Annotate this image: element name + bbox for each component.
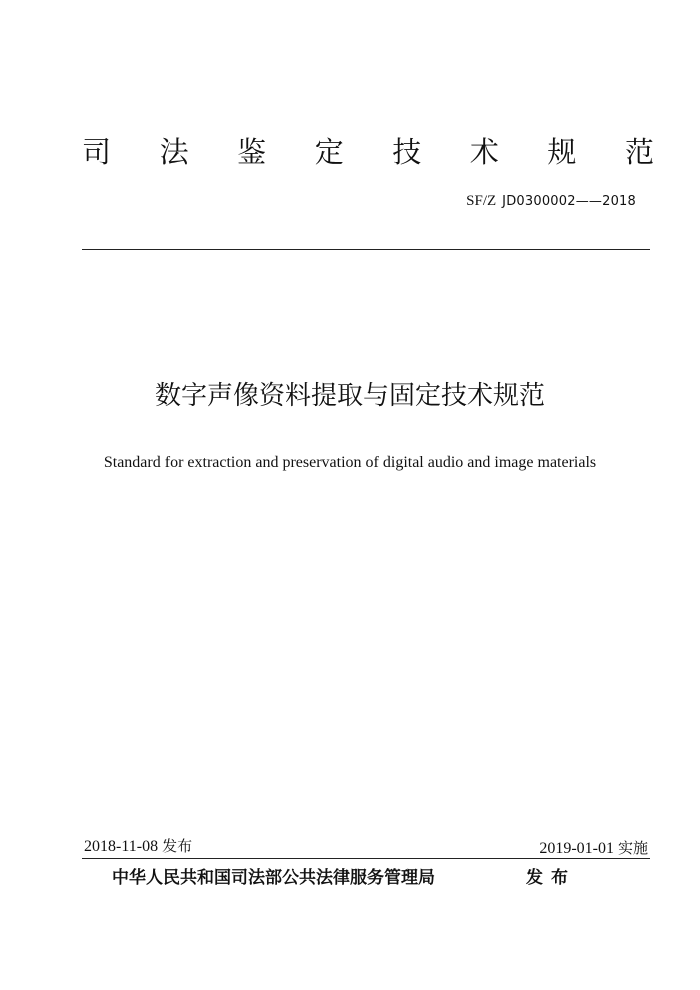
- series-title-char: 术: [469, 135, 499, 169]
- series-title-char: 技: [392, 135, 422, 169]
- footer-divider: [82, 858, 650, 859]
- document-title-english: Standard for extraction and preservation of digital audio and image materials: [103, 454, 597, 471]
- series-title-char: 法: [159, 135, 189, 169]
- series-title-char: 鉴: [237, 135, 267, 169]
- issuing-action: 发布: [526, 868, 576, 888]
- standard-code-number: JD0300002——2018: [502, 194, 636, 209]
- publish-date-label: 发布: [162, 837, 193, 855]
- implement-date-label: 实施: [617, 839, 648, 857]
- implement-date: [539, 838, 648, 859]
- issuing-authority: 中华人民共和国司法部公共法律服务管理局: [112, 868, 435, 888]
- header-divider: [82, 249, 650, 250]
- standard-code-prefix: SF/Z: [466, 193, 497, 209]
- document-title: 数字声像资料提取与固定技术规范: [154, 381, 545, 411]
- series-title-char: 定: [314, 135, 344, 169]
- series-title-char: 司: [82, 135, 112, 169]
- series-title-char: 规: [547, 135, 577, 169]
- publish-date-value: 2018-11-08: [84, 838, 159, 855]
- publish-date: [84, 836, 192, 857]
- series-title-char: 范: [624, 135, 654, 169]
- standard-code: [466, 190, 636, 212]
- implement-date-value: 2019-01-01: [539, 840, 614, 857]
- series-title: [82, 134, 654, 170]
